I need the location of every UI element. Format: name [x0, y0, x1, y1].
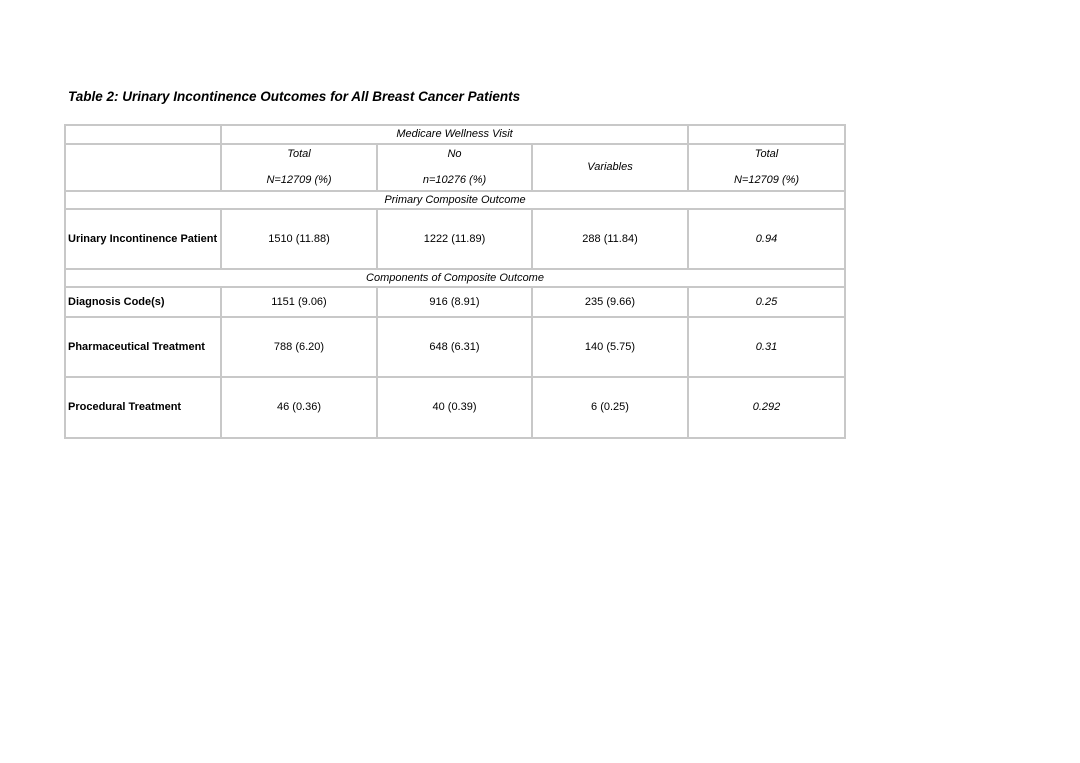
row-label: Procedural Treatment — [65, 377, 221, 438]
section-header-primary-composite-outcome: Primary Composite Outcome — [65, 191, 845, 209]
table-cell-p-value: 0.292 — [688, 377, 845, 438]
empty-header-cell — [65, 125, 221, 144]
table-caption: Table 2: Urinary Incontinence Outcomes for All Breast Cancer Patients — [68, 89, 521, 104]
column-header-no — [377, 144, 532, 191]
table-row — [65, 287, 845, 317]
table-row — [65, 377, 845, 438]
row-label: Diagnosis Code(s) — [65, 287, 221, 317]
column-header-count: N=12709 (%) — [733, 174, 800, 186]
table-row — [65, 317, 845, 377]
section-row-primary — [65, 191, 845, 209]
column-header-label: No — [447, 148, 462, 160]
empty-header-cell — [65, 144, 221, 191]
table-cell: 916 (8.91) — [377, 287, 532, 317]
table-cell: 788 (6.20) — [221, 317, 377, 377]
outcomes-table — [64, 124, 846, 439]
table-row — [65, 209, 845, 269]
column-header-count: n=10276 (%) — [422, 174, 487, 186]
header-row-group — [65, 125, 845, 144]
table-cell: 235 (9.66) — [532, 287, 688, 317]
row-label: Urinary Incontinence Patient — [65, 209, 221, 269]
table-cell: 1151 (9.06) — [221, 287, 377, 317]
section-row-components — [65, 269, 845, 287]
column-header-label: Total — [754, 148, 779, 160]
section-header-components-of-composite-outcome: Components of Composite Outcome — [65, 269, 845, 287]
table-cell-p-value: 0.31 — [688, 317, 845, 377]
table-cell: 1222 (11.89) — [377, 209, 532, 269]
column-header-label: Total — [287, 148, 311, 160]
table-cell: 46 (0.36) — [221, 377, 377, 438]
column-header-count: N=12709 (%) — [266, 174, 332, 186]
group-header-medicare-wellness-visit: Medicare Wellness Visit — [221, 125, 688, 144]
table-cell: 140 (5.75) — [532, 317, 688, 377]
table-cell-p-value: 0.25 — [688, 287, 845, 317]
column-header-total-right — [688, 144, 845, 191]
table-cell-p-value: 0.94 — [688, 209, 845, 269]
table-cell: 40 (0.39) — [377, 377, 532, 438]
row-label: Pharmaceutical Treatment — [65, 317, 221, 377]
table-cell: 1510 (11.88) — [221, 209, 377, 269]
empty-header-cell — [688, 125, 845, 144]
table-cell: 288 (11.84) — [532, 209, 688, 269]
table-cell: 648 (6.31) — [377, 317, 532, 377]
header-row-columns — [65, 144, 845, 191]
column-header-variables — [532, 144, 688, 191]
table-cell: 6 (0.25) — [532, 377, 688, 438]
column-header-total — [221, 144, 377, 191]
column-header-label: Variables — [587, 161, 633, 173]
